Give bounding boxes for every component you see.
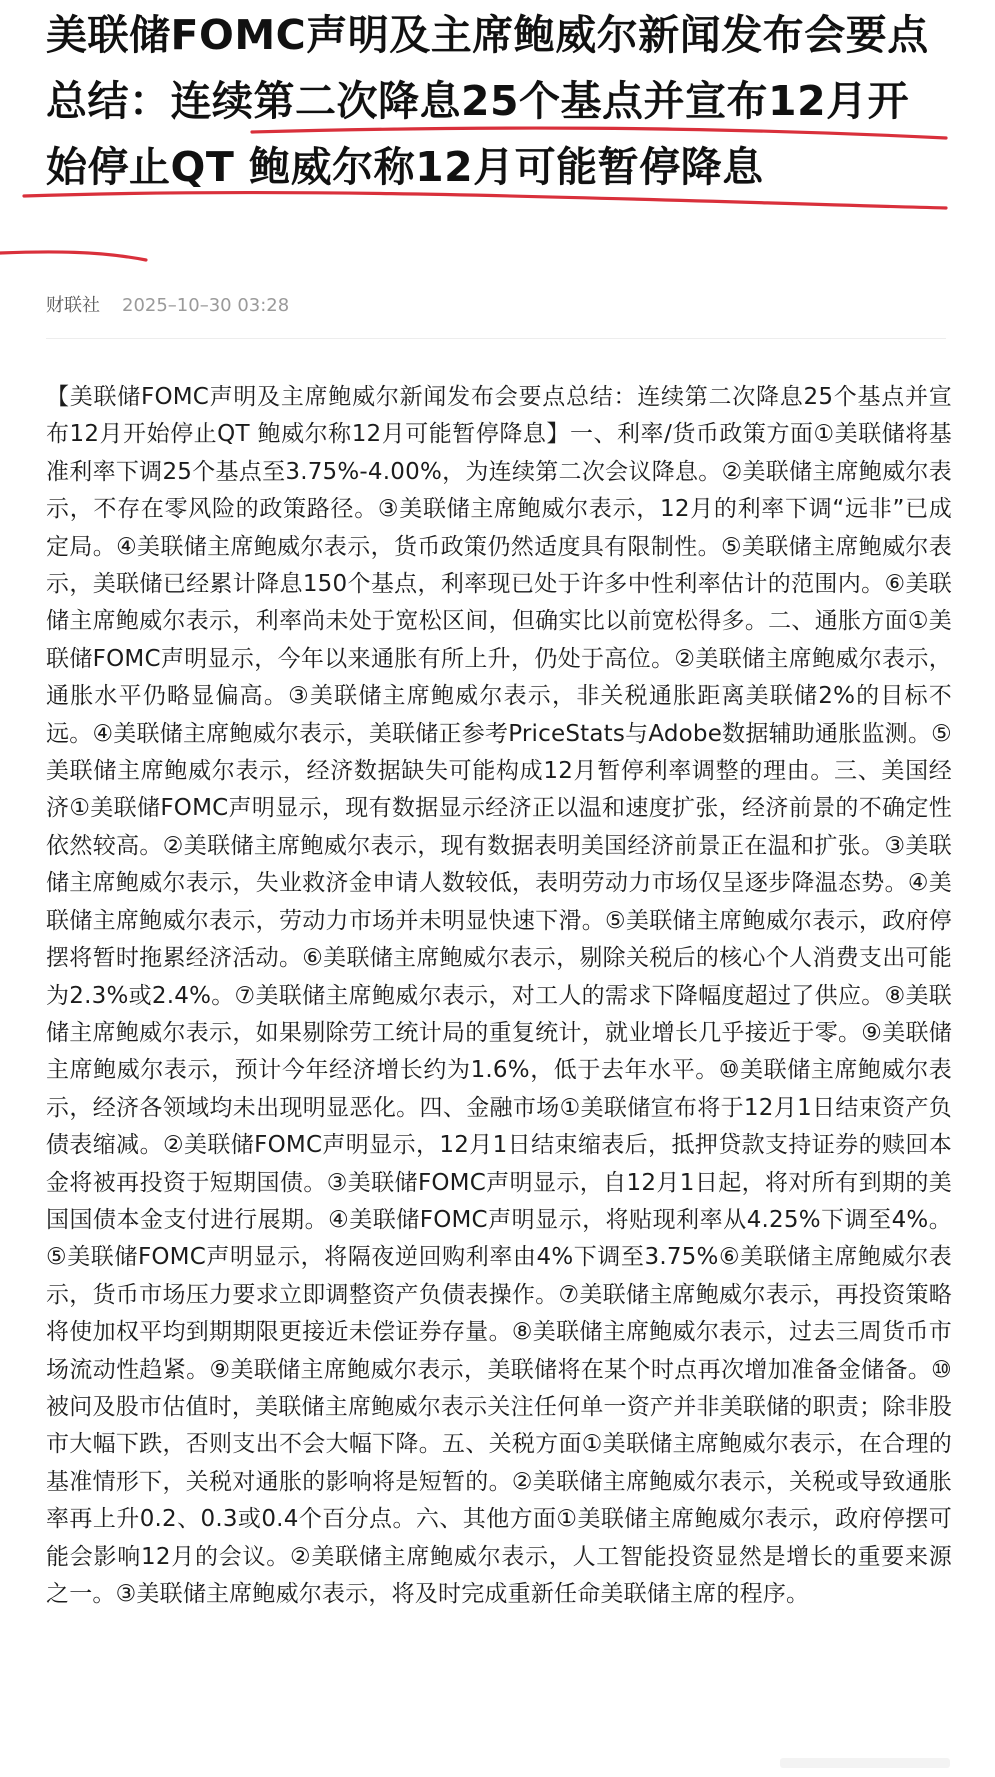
source-label: 财联社 [46,295,100,316]
divider [46,338,946,339]
underline-stroke-3 [0,252,146,260]
article-title: 美联储FOMC声明及主席鲍威尔新闻发布会要点总结：连续第二次降息25个基点并宣布12月开始停止QT 鲍威尔称12月可能暂停降息 [46,11,929,191]
footer-bar [780,1758,950,1768]
publish-time: 2025–10–30 03:28 [122,295,290,316]
article-meta [46,294,289,318]
article-body: 【美联储FOMC声明及主席鲍威尔新闻发布会要点总结：连续第二次降息25个基点并宣布12月开始停止QT 鲍威尔称12月可能暂停降息】一、利率/货币政策方面①美联储将基准利率下调25个基点至3.75%-4.00%，为连续第二次会议降息。②美联储主席鲍威尔表示，不存在零风险的政策路径。③美联储主席鲍威尔表示，12月的利率下调“远非”已成定局。④美联储主席鲍威尔表示，货币政策仍然适度具有限制性。⑤美联储主席鲍威尔表示，美联储已经累计降息150个基点，利率现已处于许多中性利率估计的范围内。⑥美联储主席鲍威尔表示，利率尚未处于宽松区间，但确实比以前宽松得多。二、通胀方面①美联储FOMC声明显示，今年以来通胀有所上升，仍处于高位。②美联储主席鲍威尔表示，通胀水平仍略显偏高。③美联储主席鲍威尔表示，非关税通胀距离美联储2%的目标不远。④美联储主席鲍威尔表示，美联储正参考PriceStats与Adobe数据辅助通胀监测。⑤美联储主席鲍威尔表示，经济数据缺失可能构成12月暂停利率调整的理由。三、美国经济①美联储FOMC声明显示，现有数据显示经济正以温和速度扩张，经济前景的不确定性依然较高。②美联储主席鲍威尔表示，现有数据表明美国经济前景正在温和扩张。③美联储主席鲍威尔表示，失业救济金申请人数较低，表明劳动力市场仅呈逐步降温态势。④美联储主席鲍威尔表示，劳动力市场并未明显快速下滑。⑤美联储主席鲍威尔表示，政府停摆将暂时拖累经济活动。⑥美联储主席鲍威尔表示，剔除关税后的核心个人消费支出可能为2.3%或2.4%。⑦美联储主席鲍威尔表示，对工人的需求下降幅度超过了供应。⑧美联储主席鲍威尔表示，如果剔除劳工统计局的重复统计，就业增长几乎接近于零。⑨美联储主席鲍威尔表示，预计今年经济增长约为1.6%，低于去年水平。⑩美联储主席鲍威尔表示，经济各领域均未出现明显恶化。四、金融市场①美联储宣布将于12月1日结束资产负债表缩减。②美联储FOMC声明显示，12月1日结束缩表后，抵押贷款支持证券的赎回本金将被再投资于短期国债。③美联储FOMC声明显示，自12月1日起，将对所有到期的美国国债本金支付进行展期。④美联储FOMC声明显示，将贴现利率从4.25%下调至4%。⑤美联储FOMC声明显示，将隔夜逆回购利率由4%下调至3.75%⑥美联储主席鲍威尔表示，货币市场压力要求立即调整资产负债表操作。⑦美联储主席鲍威尔表示，再投资策略将使加权平均到期期限更接近未偿证券存量。⑧美联储主席鲍威尔表示，过去三周货币市场流动性趋紧。⑨美联储主席鲍威尔表示，美联储将在某个时点再次增加准备金储备。⑩被问及股市估值时，美联储主席鲍威尔表示关注任何单一资产并非美联储的职责；除非股市大幅下跌，否则支出不会大幅下降。五、关税方面①美联储主席鲍威尔表示，在合理的基准情形下，关税对通胀的影响将是短暂的。②美联储主席鲍威尔表示，关税或导致通胀率再上升0.2、0.3或0.4个百分点。六、其他方面①美联储主席鲍威尔表示，政府停摆可能会影响12月的会议。②美联储主席鲍威尔表示，人工智能投资显然是增长的重要来源之一。③美联储主席鲍威尔表示，将及时完成重新任命美联储主席的程序。 [46,384,952,1607]
